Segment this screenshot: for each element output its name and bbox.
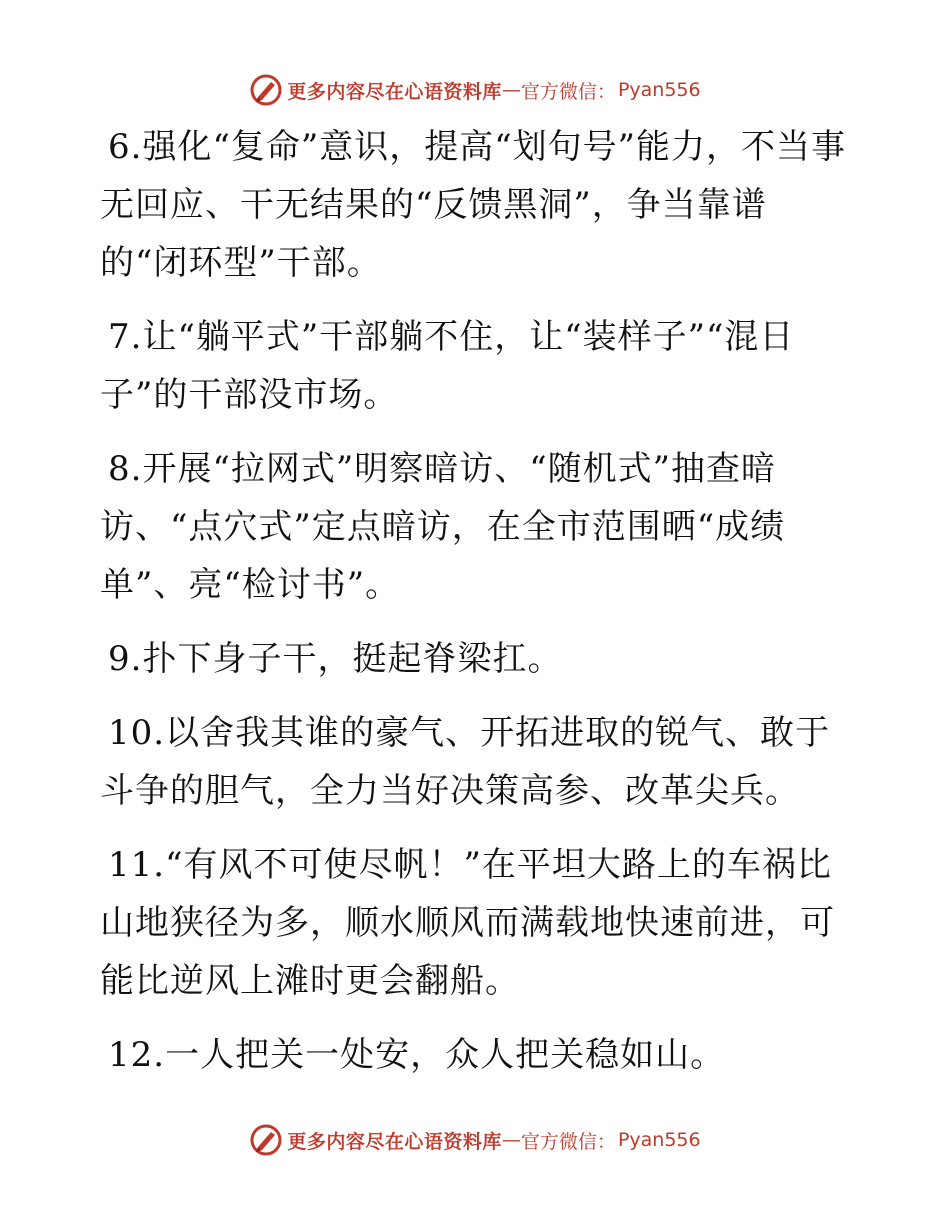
watermark-main-text: 更多内容尽在心语资料库: [287, 1130, 502, 1153]
paragraph-11: 11.“有风不可使尽帆！”在平坦大路上的车祸比山地狭径为多，顺水顺风而满载地快速前进，可能比逆风上滩时更会翻船。: [100, 845, 835, 1001]
pen-logo-icon: [249, 73, 283, 107]
paragraph-7: 7.让“躺平式”干部躺不住，让“装样子”“混日子”的干部没市场。: [100, 317, 795, 415]
paragraph-9: 9.扑下身子干，挺起脊梁扛。: [108, 639, 563, 679]
watermark-official-label: 官方微信：: [520, 1130, 616, 1153]
paragraph-6: 6.强化“复命”意识，提高“划句号”能力，不当事无回应、干无结果的“反馈黑洞”，争当靠谱的“闭环型”干部。: [100, 127, 846, 283]
paragraph-10: 10.以舍我其谁的豪气、开拓进取的锐气、敢于斗争的胆气，全力当好决策高参、改革尖兵。: [100, 713, 831, 811]
watermark-wechat-id: Pyan556: [617, 1129, 701, 1151]
watermark-dash: —: [501, 1129, 521, 1151]
watermark-dash: —: [501, 79, 521, 101]
paragraph-12: 12.一人把关一处安，众人把关稳如山。: [108, 1035, 726, 1075]
document-body: [100, 118, 850, 1100]
watermark-official-label: 官方微信：: [520, 80, 616, 103]
paragraph-8: 8.开展“拉网式”明察暗访、“随机式”抽查暗访、“点穴式”定点暗访，在全市范围晒“成绩单”、亮“检讨书”。: [100, 449, 786, 605]
footer-watermark: [0, 1120, 950, 1160]
pen-logo-icon: [249, 1123, 283, 1157]
watermark-main-text: 更多内容尽在心语资料库: [287, 80, 502, 103]
header-watermark: [0, 70, 950, 110]
watermark-wechat-id: Pyan556: [617, 79, 701, 101]
